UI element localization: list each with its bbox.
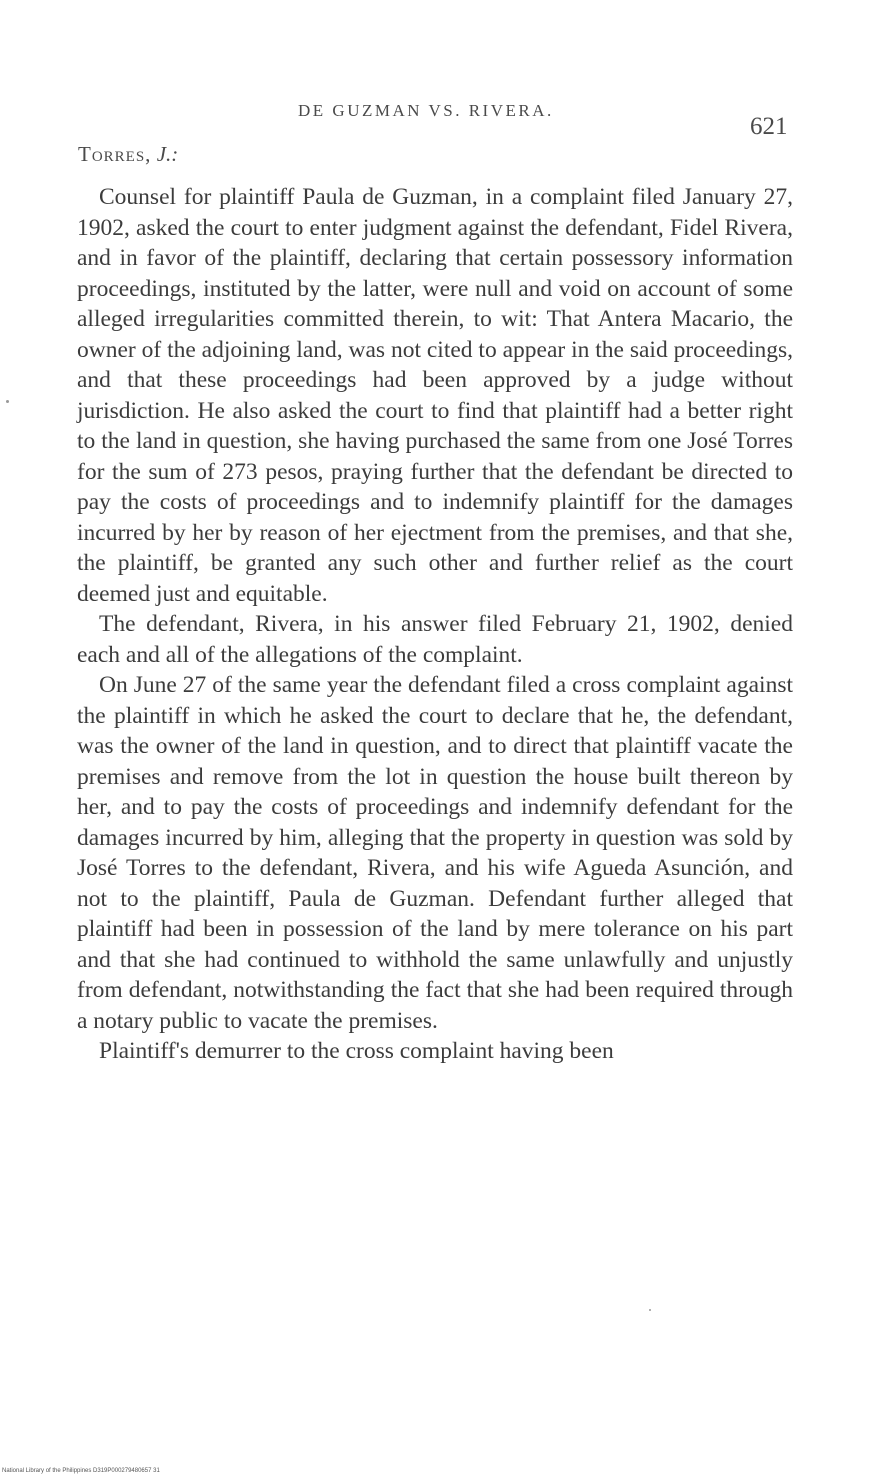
running-head: DE GUZMAN VS. RIVERA. [298, 101, 554, 120]
paragraph: On June 27 of the same year the defendant filed a cross complaint against the plaintiff in which he asked the court to declare that he, the defendant, was the owner of the land in question, and to direct that plaintiff vacate the premises and remove from the lot in question the house built thereon by her, and to pay the costs of proceedings and indemnify defendant for the damages incurred by him, alleging that the property in question was sold by José Torres to the defendant, Rivera, and his wife Agueda Asunción, and not to the plaintiff, Paula de Guzman. Defendant further alleged that plaintiff had been in possession of the land by mere tolerance on his part and that she had continued to withhold the same unlawfully and unjustly from defendant, notwithstanding the fact that she had been required through a notary public to vacate the premises. [77, 672, 793, 1034]
author-name: Torres, [78, 142, 152, 166]
opinion-body [77, 182, 793, 1067]
paragraph: Plaintiff's demurrer to the cross complaint having been [99, 1038, 614, 1064]
paragraph: The defendant, Rivera, in his answer filed February 21, 1902, denied each and all of the allegations of the complaint. [77, 611, 793, 668]
scan-speck [6, 400, 9, 403]
author-title: J.: [156, 142, 179, 166]
opinion-author [78, 142, 178, 167]
page-number: 621 [750, 113, 788, 140]
paragraph: Counsel for plaintiff Paula de Guzman, in a complaint filed January 27, 1902, asked the court to enter judgment against the defendant, Fidel Rivera, and in favor of the plaintiff, declaring that certain possessory information proceedings, instituted by the latter, were null and void on account of some alleged irregularities committed therein, to wit: That Antera Macario, the owner of the adjoining land, was not cited to appear in the said proceedings, and that these proceedings had been approved by a judge without jurisdiction. He also asked the court to find that plaintiff had a better right to the land in question, she having purchased the same from one José Torres for the sum of 273 pesos, praying further that the defendant be directed to pay the costs of proceedings and to indemnify plaintiff for the damages incurred by her by reason of her ejectment from the premises, and that she, the plaintiff, be granted any such other and further relief as the court deemed just and equitable. [77, 184, 793, 607]
scan-source-line: National Library of the Philippines D319P000279480657 31 [2, 1468, 160, 1474]
scan-speck [649, 1309, 651, 1311]
